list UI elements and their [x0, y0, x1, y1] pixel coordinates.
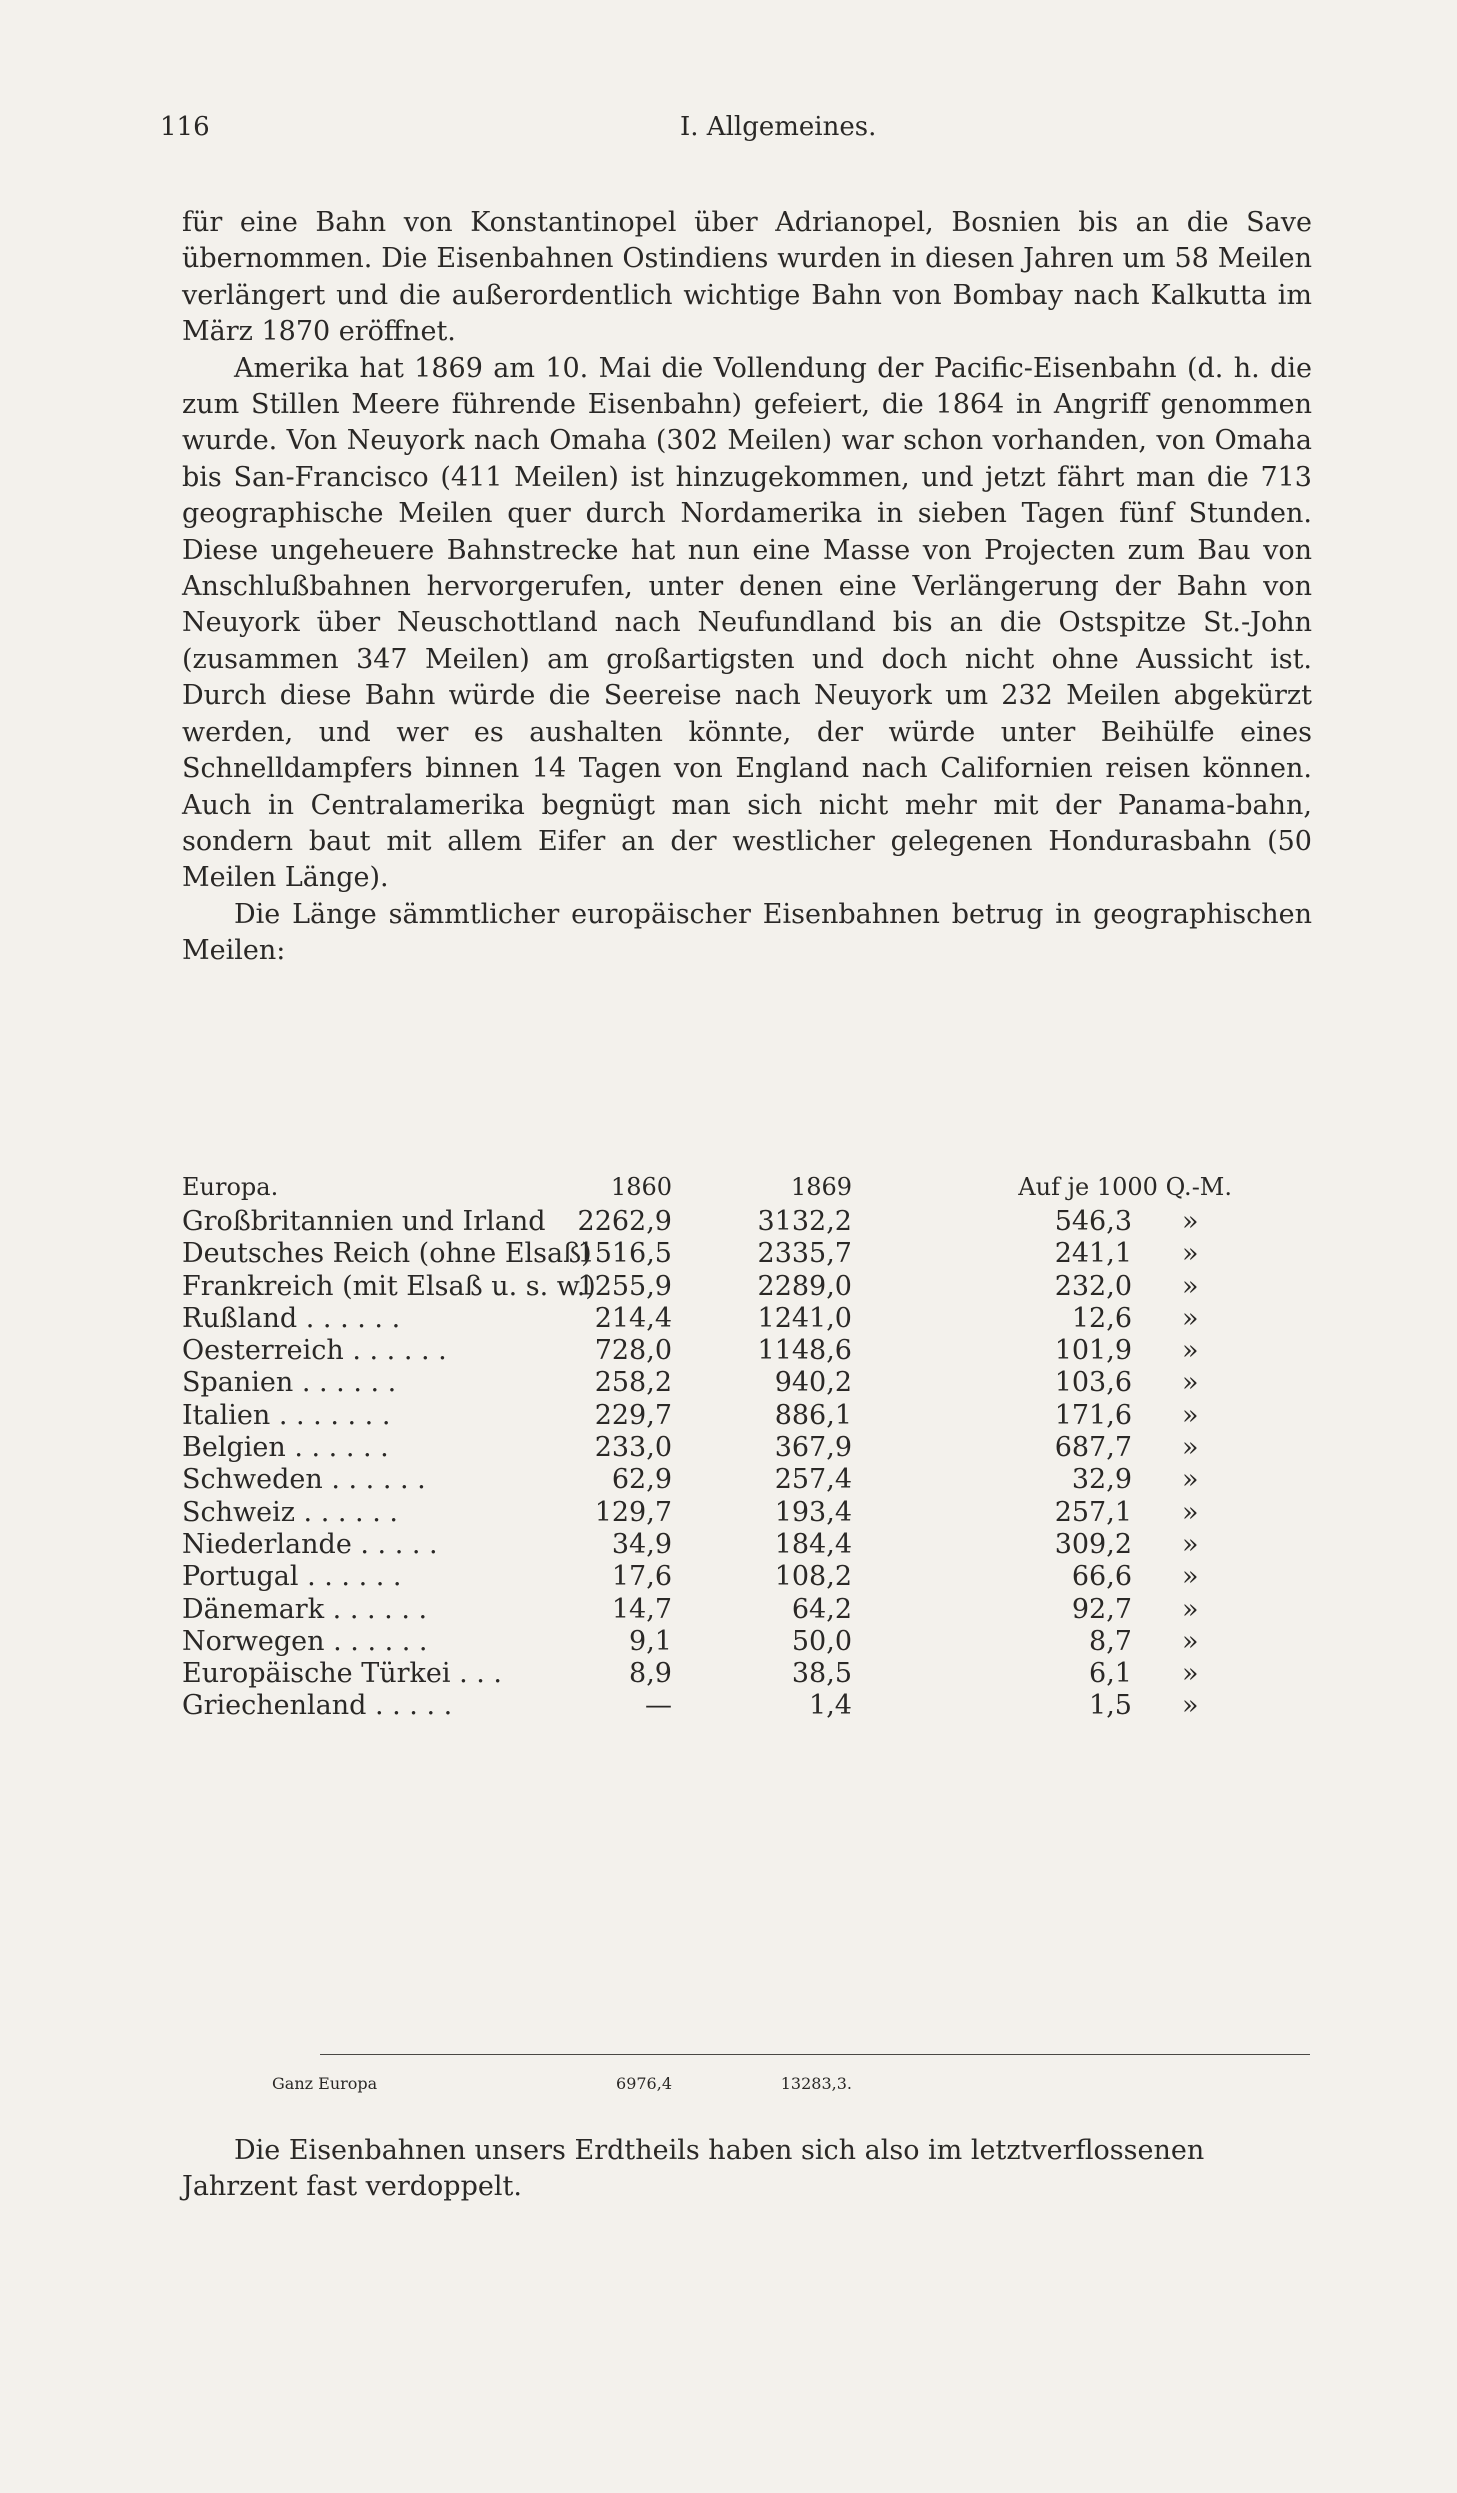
value-1869: 1,4: [809, 1690, 852, 1722]
paragraph-america: Amerika hat 1869 am 10. Mai die Vollendung der Pacific-Eisenbahn (d. h. die zum Stillen Meere führende Eisenbahn) gefeiert, die 1864 in Angriff genommen wurde. Von Neuyork nach Omaha (302 Meilen) war schon vorhanden, von Omaha bis San-Francisco (411 Meilen) ist hinzugekommen, und jetzt fährt man die 713 geographische Meilen quer durch Nordamerika in sieben Tagen fünf Stunden. Diese ungeheuere Bahnstrecke hat nun eine Masse von Projecten zum Bau von Anschlußbahnen hervorgerufen, unter denen eine Verlängerung der Bahn von Neuyork über Neuschottland nach Neufundland bis an die Ostspitze St.-John (zusammen 347 Meilen) am großartigsten und doch nicht ohne Aussicht ist. Durch diese Bahn würde die Seereise nach Neuyork um 232 Meilen abgekürzt werden, und wer es aushalten könnte, der würde unter Beihülfe eines Schnelldampfers binnen 14 Tagen von England nach Californien reisen können. Auch in Centralamerika begnügt man sich nicht mehr mit der Panama-bahn, sondern baut mit allem Eifer an der westlicher gelegenen Hondurasbahn (50 Meilen Länge).: [182, 352, 1312, 894]
unit-ditto-mark: »: [1182, 1658, 1199, 1690]
table-header-row: [182, 1168, 1312, 1206]
unit-ditto-mark: »: [1182, 1464, 1199, 1496]
value-per-1000: 309,2: [1054, 1528, 1132, 1560]
value-1869: 50,0: [791, 1625, 852, 1657]
value-1869: 367,9: [774, 1432, 852, 1464]
running-head: [160, 112, 1307, 152]
value-per-1000: 241,1: [1054, 1238, 1132, 1270]
country-name: Rußland . . . . . .: [182, 1302, 401, 1334]
table-row: [182, 1271, 1312, 1303]
value-1860: 1255,9: [577, 1270, 672, 1302]
value-1860: 17,6: [611, 1561, 672, 1593]
table-row: [182, 1658, 1312, 1690]
value-1860: 14,7: [611, 1593, 672, 1625]
header-region: Europa.: [182, 1173, 279, 1201]
value-per-1000: 546,3: [1054, 1206, 1132, 1237]
country-name: Schweden . . . . . .: [182, 1464, 426, 1496]
header-per-1000: Auf je 1000 Q.-M.: [1018, 1173, 1232, 1201]
value-1860: 728,0: [594, 1335, 672, 1367]
paragraph-table-intro: Die Länge sämmtlicher europäischer Eisenbahnen betrug in geographischen Meilen:: [182, 898, 1312, 967]
table-row: [182, 1561, 1312, 1593]
country-name: Großbritannien und Irland: [182, 1206, 546, 1237]
body-text: [182, 205, 1312, 970]
value-1860: 62,9: [611, 1464, 672, 1496]
table-body: [182, 1206, 1312, 1723]
value-1860: 214,4: [594, 1302, 672, 1334]
total-1860: 6976,4: [616, 2074, 672, 2093]
table-row: [182, 1238, 1312, 1270]
value-per-1000: 92,7: [1071, 1593, 1132, 1625]
unit-ditto-mark: »: [1182, 1302, 1199, 1334]
value-1869: 886,1: [774, 1399, 852, 1431]
value-1860: 229,7: [594, 1399, 672, 1431]
value-1869: 2335,7: [757, 1238, 852, 1270]
unit-ditto-mark: »: [1182, 1399, 1199, 1431]
total-1869: 13283,3.: [780, 2074, 852, 2093]
unit-ditto-mark: »: [1182, 1593, 1199, 1625]
railway-length-table: [182, 1168, 1312, 1723]
value-1869: 2289,0: [757, 1270, 852, 1302]
value-per-1000: 8,7: [1089, 1625, 1132, 1657]
country-name: Schweiz . . . . . .: [182, 1496, 398, 1528]
value-1860: —: [645, 1690, 672, 1722]
table-row: [182, 1529, 1312, 1561]
paragraph-asia: für eine Bahn von Konstantinopel über Adrianopel, Bosnien bis an die Save übernommen. Die Eisenbahnen Ostindiens wurden in diesen Jahren um 58 Meilen verlängert und die außerordentlich wichtige Bahn von Bombay nach Kalkutta im März 1870 eröffnet.: [182, 207, 1312, 348]
table-row: [182, 1497, 1312, 1529]
value-1860: 258,2: [594, 1367, 672, 1399]
country-name: Europäische Türkei . . .: [182, 1658, 502, 1690]
table-row: [182, 1594, 1312, 1626]
value-per-1000: 232,0: [1054, 1270, 1132, 1302]
value-1860: 233,0: [594, 1432, 672, 1464]
total-rule: [320, 2054, 1310, 2055]
chapter-title: I. Allgemeines.: [680, 112, 877, 142]
country-name: Niederlande . . . . .: [182, 1528, 438, 1560]
closing-paragraph: Die Eisenbahnen unsers Erdtheils haben sich also im letztverflossenen Jahrzent fast verdoppelt.: [182, 2135, 1205, 2203]
country-name: Spanien . . . . . .: [182, 1367, 397, 1399]
table-row: [182, 1690, 1312, 1722]
value-1860: 34,9: [611, 1528, 672, 1560]
value-per-1000: 12,6: [1071, 1302, 1132, 1334]
value-1869: 38,5: [791, 1658, 852, 1690]
table-row: [182, 1303, 1312, 1335]
table-row: [182, 1367, 1312, 1399]
value-1869: 193,4: [774, 1496, 852, 1528]
value-per-1000: 171,6: [1054, 1399, 1132, 1431]
unit-ditto-mark: »: [1182, 1238, 1199, 1270]
unit-ditto-mark: »: [1182, 1270, 1199, 1302]
value-1869: 1148,6: [757, 1335, 852, 1367]
unit-ditto-mark: »: [1182, 1206, 1199, 1237]
value-1860: 8,9: [629, 1658, 672, 1690]
unit-ditto-mark: »: [1182, 1625, 1199, 1657]
page-number: 116: [160, 112, 210, 142]
country-name: Italien . . . . . . .: [182, 1399, 391, 1431]
unit-ditto-mark: »: [1182, 1690, 1199, 1722]
country-name: Deutsches Reich (ohne Elsaß): [182, 1238, 592, 1270]
table-total-row: [182, 2068, 1312, 2100]
header-1860: 1860: [610, 1173, 672, 1201]
unit-ditto-mark: »: [1182, 1528, 1199, 1560]
value-1869: 64,2: [791, 1593, 852, 1625]
value-1869: 1241,0: [757, 1302, 852, 1334]
table-row: [182, 1626, 1312, 1658]
value-1869: 3132,2: [757, 1206, 852, 1237]
value-per-1000: 32,9: [1071, 1464, 1132, 1496]
country-name: Norwegen . . . . . .: [182, 1625, 428, 1657]
table-row: [182, 1335, 1312, 1367]
value-per-1000: 103,6: [1054, 1367, 1132, 1399]
country-name: Belgien . . . . . .: [182, 1432, 389, 1464]
table-row: [182, 1400, 1312, 1432]
header-1869: 1869: [790, 1173, 852, 1201]
value-1860: 129,7: [594, 1496, 672, 1528]
value-1869: 184,4: [774, 1528, 852, 1560]
country-name: Oesterreich . . . . . .: [182, 1335, 447, 1367]
value-per-1000: 257,1: [1054, 1496, 1132, 1528]
unit-ditto-mark: »: [1182, 1496, 1199, 1528]
unit-ditto-mark: »: [1182, 1432, 1199, 1464]
value-1860: 1516,5: [577, 1238, 672, 1270]
value-per-1000: 1,5: [1089, 1690, 1132, 1722]
total-label: Ganz Europa: [272, 2074, 378, 2093]
value-per-1000: 101,9: [1054, 1335, 1132, 1367]
table-row: [182, 1464, 1312, 1496]
unit-ditto-mark: »: [1182, 1561, 1199, 1593]
unit-ditto-mark: »: [1182, 1367, 1199, 1399]
value-1869: 108,2: [774, 1561, 852, 1593]
unit-ditto-mark: »: [1182, 1335, 1199, 1367]
value-1860: 9,1: [629, 1625, 672, 1657]
value-per-1000: 66,6: [1071, 1561, 1132, 1593]
value-per-1000: 6,1: [1089, 1658, 1132, 1690]
value-1869: 257,4: [774, 1464, 852, 1496]
value-per-1000: 687,7: [1054, 1432, 1132, 1464]
table-row: [182, 1206, 1312, 1238]
country-name: Dänemark . . . . . .: [182, 1593, 428, 1625]
value-1869: 940,2: [774, 1367, 852, 1399]
country-name: Portugal . . . . . .: [182, 1561, 402, 1593]
table-row: [182, 1432, 1312, 1464]
country-name: Frankreich (mit Elsaß u. s. w.): [182, 1270, 596, 1302]
value-1860: 2262,9: [577, 1206, 672, 1237]
country-name: Griechenland . . . . .: [182, 1690, 453, 1722]
